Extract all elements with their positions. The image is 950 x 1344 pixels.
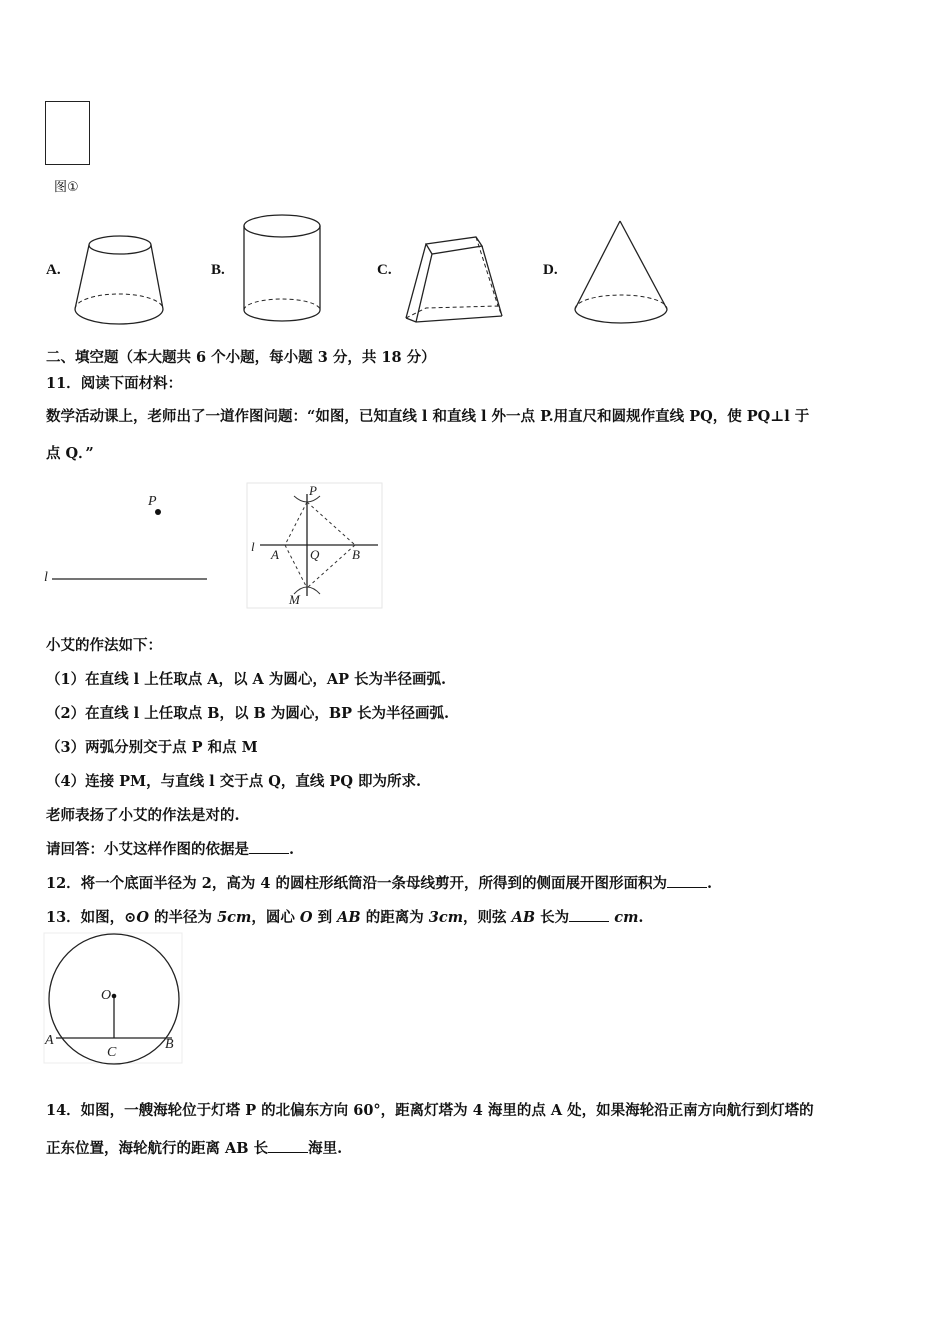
q11-step-1: （1）在直线 l 上任取点 A，以 A 为圆心，AP 长为半径画弧. <box>46 671 447 688</box>
option-b-label: B. <box>211 262 225 278</box>
q13-label-a: A <box>45 1033 54 1048</box>
q11-title <box>46 372 182 393</box>
q11-fig-right-label-q: Q <box>310 547 320 562</box>
q11-method-title: 小艾的作法如下： <box>46 637 162 654</box>
q11-fig-right-label-b: B <box>352 547 360 562</box>
q14-line2: 正东位置，海轮航行的距离 AB 长 海里. <box>46 1140 343 1157</box>
q11-step-3: （3）两弧分别交于点 P 和点 M <box>46 739 258 756</box>
option-a-label: A. <box>46 262 61 278</box>
q11-answer-blank[interactable] <box>249 840 289 854</box>
q11-step-4: （4）连接 PM，与直线 l 交于点 Q，直线 PQ 即为所求. <box>46 773 422 790</box>
q13-label-b: B <box>165 1037 174 1052</box>
q13-text: 13．如图，⊙O 的半径为 5cm，圆心 O 到 AB 的距离为 3cm，则弦 AB 长为 cm. <box>46 909 644 926</box>
q13-label-c: C <box>107 1045 117 1060</box>
q12-answer-blank[interactable] <box>667 874 707 888</box>
q14-line1: 14．如图，一艘海轮位于灯塔 P 的北偏东方向 60°，距离灯塔为 4 海里的点 A 处，如果海轮沿正南方向航行到灯塔的 <box>46 1102 814 1119</box>
q11-question: 请回答：小艾这样作图的依据是 . <box>46 841 295 858</box>
q13-label-o: O <box>101 988 112 1003</box>
q11-fig-left-p-label: P <box>148 494 157 509</box>
q14-question-text: 正东位置，海轮航行的距离 AB 长 <box>46 1140 269 1157</box>
q11-figure-right <box>245 482 385 610</box>
option-b-cylinder <box>238 212 328 332</box>
option-a-frustum-cone <box>70 228 170 333</box>
q14-answer-blank[interactable] <box>268 1139 308 1153</box>
q11-fig-right-label-a: A <box>271 547 279 562</box>
q11-intro-line1: 数学活动课上，老师出了一道作图问题：“如图，已知直线 l 和直线 l 外一点 P.用直尺和圆规作直线 PQ，使 PQ⊥l 于 <box>46 408 810 425</box>
option-d-label: D. <box>543 262 558 278</box>
q11-fig-right-label-p: P <box>309 483 317 498</box>
q11-fig-left-point <box>155 509 161 515</box>
q11-step-2: （2）在直线 l 上任取点 B，以 B 为圆心，BP 长为半径画弧. <box>46 705 450 722</box>
q11-praise: 老师表扬了小艾的作法是对的. <box>46 807 240 824</box>
q11-intro-line2: 点 Q．” <box>46 445 94 462</box>
figure1-caption: 图① <box>54 180 79 195</box>
option-c-label: C. <box>377 262 392 278</box>
q11-question-text: 请回答：小艾这样作图的依据是 <box>46 841 249 858</box>
q11-fig-left-line-label: l <box>44 570 48 585</box>
q12-question-text: 12．将一个底面半径为 2，高为 4 的圆柱形纸筒沿一条母线剪开，所得到的侧面展开图形面积为 <box>46 875 667 892</box>
q13-center-point <box>112 994 117 999</box>
q11-figure-left <box>40 487 215 587</box>
section-heading: 二、填空题（本大题共 6 个小题，每小题 3 分，共 18 分） <box>46 349 436 366</box>
q13-circle-figure <box>40 932 185 1064</box>
q13-answer-blank[interactable] <box>569 908 609 922</box>
q11-fig-right-label-l: l <box>251 539 255 554</box>
figure1-rectangle <box>45 101 90 165</box>
q11-number: 11． <box>46 375 81 392</box>
q12-text: 12．将一个底面半径为 2，高为 4 的圆柱形纸筒沿一条母线剪开，所得到的侧面展开图形面积为 . <box>46 875 713 892</box>
option-c-frustum-prism <box>400 232 510 328</box>
q11-title-text: 阅读下面材料： <box>80 375 183 392</box>
q11-fig-right-label-m: M <box>289 592 300 607</box>
option-d-cone <box>572 218 672 328</box>
